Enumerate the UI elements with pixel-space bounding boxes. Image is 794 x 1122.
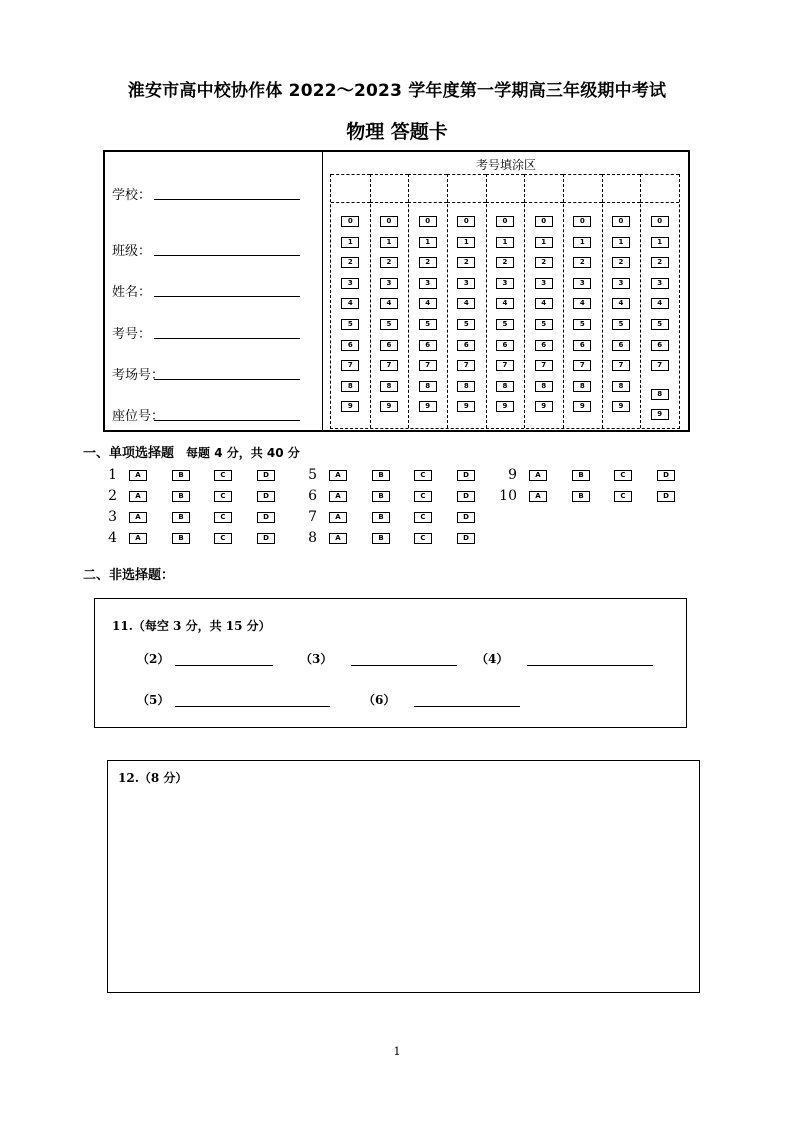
- exam-number-area-title: 考号填涂区: [475, 158, 536, 172]
- field-class-line[interactable]: [154, 255, 300, 256]
- exam-digit-bubble[interactable]: 1: [496, 237, 514, 248]
- exam-digit-bubble[interactable]: 3: [419, 278, 437, 289]
- exam-digit-bubble[interactable]: 9: [573, 401, 591, 412]
- exam-number-write-cell[interactable]: [331, 174, 370, 203]
- exam-digit-bubble[interactable]: 4: [457, 298, 475, 309]
- exam-number-grid: [330, 174, 680, 429]
- exam-number-write-cell[interactable]: [563, 174, 602, 203]
- exam-number-write-cell[interactable]: [447, 174, 486, 203]
- exam-digit-bubble[interactable]: 6: [380, 340, 398, 351]
- exam-digit-bubble[interactable]: 5: [535, 319, 553, 330]
- blank-3-line[interactable]: [351, 665, 457, 666]
- exam-digit-bubble[interactable]: 8: [651, 389, 669, 400]
- mc-option-bubble[interactable]: A: [529, 491, 547, 502]
- mc-option-bubble[interactable]: D: [457, 533, 475, 544]
- student-info-box: [103, 150, 690, 432]
- exam-digit-bubble[interactable]: 7: [380, 360, 398, 371]
- mc-option-bubble[interactable]: D: [257, 470, 275, 481]
- mc-option-bubble[interactable]: C: [214, 470, 232, 481]
- mc-option-bubble[interactable]: C: [414, 533, 432, 544]
- mc-option-bubble[interactable]: A: [129, 470, 147, 481]
- exam-column-separator: [524, 174, 525, 428]
- mc-question-number: 7: [308, 509, 317, 525]
- exam-digit-bubble[interactable]: 8: [457, 381, 475, 392]
- exam-digit-bubble[interactable]: 6: [419, 340, 437, 351]
- mc-question-number: 2: [108, 488, 117, 504]
- exam-column-separator: [447, 174, 448, 428]
- blank-2-line[interactable]: [175, 665, 273, 666]
- exam-digit-bubble[interactable]: 9: [651, 409, 669, 420]
- mc-option-bubble[interactable]: D: [457, 470, 475, 481]
- answer-sheet-subtitle: 物理 答题卡: [346, 121, 448, 143]
- section1-heading: [83, 442, 300, 461]
- mc-option-bubble[interactable]: B: [172, 512, 190, 523]
- exam-digit-bubble[interactable]: 1: [535, 237, 553, 248]
- mc-option-bubble[interactable]: B: [372, 470, 390, 481]
- question-12-title: 12.（8 分）: [118, 771, 188, 785]
- exam-digit-bubble[interactable]: 0: [457, 216, 475, 227]
- exam-number-column: [640, 174, 679, 428]
- exam-digit-bubble[interactable]: 6: [612, 340, 630, 351]
- question-11-box: [94, 598, 687, 728]
- mc-option-bubble[interactable]: A: [329, 470, 347, 481]
- section2-title: 二、非选择题：: [83, 568, 175, 583]
- exam-digit-bubble[interactable]: 9: [535, 401, 553, 412]
- exam-digit-bubble[interactable]: 9: [457, 401, 475, 412]
- exam-digit-bubble[interactable]: 4: [535, 298, 553, 309]
- blank-6-line[interactable]: [414, 706, 520, 707]
- mc-option-bubble[interactable]: B: [572, 470, 590, 481]
- mc-option-bubble[interactable]: D: [457, 512, 475, 523]
- exam-digit-bubble[interactable]: 2: [573, 257, 591, 268]
- exam-number-write-cell[interactable]: [408, 174, 447, 203]
- exam-digit-bubble[interactable]: 8: [573, 381, 591, 392]
- exam-digit-bubble[interactable]: 2: [341, 257, 359, 268]
- exam-digit-bubble[interactable]: 0: [419, 216, 437, 227]
- exam-digit-bubble[interactable]: 5: [651, 319, 669, 330]
- mc-option-bubble[interactable]: B: [372, 533, 390, 544]
- exam-digit-bubble[interactable]: 0: [612, 216, 630, 227]
- field-exam-room-line[interactable]: [154, 379, 300, 380]
- exam-digit-bubble[interactable]: 3: [341, 278, 359, 289]
- field-school[interactable]: [112, 184, 312, 204]
- exam-column-separator: [602, 174, 603, 428]
- exam-number-column: [370, 174, 409, 428]
- question-11-title: 11.（每空 3 分，共 15 分）: [112, 619, 271, 633]
- exam-digit-bubble[interactable]: 4: [341, 298, 359, 309]
- exam-digit-bubble[interactable]: 6: [457, 340, 475, 351]
- field-seat-line[interactable]: [154, 420, 300, 421]
- mc-option-bubble[interactable]: A: [129, 533, 147, 544]
- blank-3-label: （3）: [300, 652, 333, 666]
- exam-digit-bubble[interactable]: 2: [612, 257, 630, 268]
- section1-title: 一、单项选择题: [83, 446, 175, 461]
- exam-title: 淮安市高中校协作体 2022～2023 学年度第一学期高三年级期中考试: [127, 81, 667, 101]
- exam-number-column: [447, 174, 486, 428]
- blank-5-line[interactable]: [175, 706, 330, 707]
- mc-option-bubble[interactable]: B: [372, 491, 390, 502]
- blank-6-label: （6）: [363, 693, 396, 707]
- exam-digit-bubble[interactable]: 6: [341, 340, 359, 351]
- exam-digit-bubble[interactable]: 6: [535, 340, 553, 351]
- exam-column-separator: [408, 174, 409, 428]
- exam-number-column: [563, 174, 602, 428]
- exam-digit-bubble[interactable]: 8: [612, 381, 630, 392]
- exam-number-write-cell[interactable]: [640, 174, 679, 203]
- exam-digit-bubble[interactable]: 1: [573, 237, 591, 248]
- exam-digit-bubble[interactable]: 3: [496, 278, 514, 289]
- mc-question-number: 3: [108, 509, 117, 525]
- exam-digit-bubble[interactable]: 3: [651, 278, 669, 289]
- mc-question-number: 4: [108, 530, 117, 546]
- exam-digit-bubble[interactable]: 9: [496, 401, 514, 412]
- exam-digit-bubble[interactable]: 0: [496, 216, 514, 227]
- mc-option-bubble[interactable]: B: [172, 470, 190, 481]
- blank-4-line[interactable]: [527, 665, 653, 666]
- exam-digit-bubble[interactable]: 4: [419, 298, 437, 309]
- mc-option-bubble[interactable]: D: [257, 533, 275, 544]
- field-seat-label: 座位号：: [112, 409, 165, 424]
- blank-4-label: （4）: [476, 652, 509, 666]
- student-info-fields: [105, 152, 322, 430]
- page-number: 1: [393, 1045, 401, 1058]
- exam-digit-bubble[interactable]: 0: [573, 216, 591, 227]
- exam-digit-bubble[interactable]: 5: [612, 319, 630, 330]
- field-exam-room[interactable]: [112, 364, 312, 384]
- field-name-line[interactable]: [154, 296, 300, 297]
- mc-option-bubble[interactable]: A: [529, 470, 547, 481]
- exam-digit-bubble[interactable]: 5: [496, 319, 514, 330]
- exam-digit-bubble[interactable]: 5: [341, 319, 359, 330]
- exam-digit-bubble[interactable]: 9: [341, 401, 359, 412]
- exam-digit-bubble[interactable]: 9: [419, 401, 437, 412]
- exam-digit-bubble[interactable]: 3: [573, 278, 591, 289]
- field-exam-number-line[interactable]: [154, 338, 300, 339]
- exam-column-separator: [370, 174, 371, 428]
- exam-digit-bubble[interactable]: 9: [612, 401, 630, 412]
- mc-question-number: 10: [499, 488, 517, 504]
- exam-digit-bubble[interactable]: 2: [651, 257, 669, 268]
- field-exam-room-label: 考场号：: [112, 368, 165, 383]
- exam-digit-bubble[interactable]: 6: [496, 340, 514, 351]
- exam-digit-bubble[interactable]: 1: [341, 237, 359, 248]
- exam-number-column: [486, 174, 525, 428]
- mc-option-bubble[interactable]: C: [414, 491, 432, 502]
- exam-digit-bubble[interactable]: 8: [341, 381, 359, 392]
- field-school-label: 学校：: [112, 188, 152, 203]
- exam-digit-bubble[interactable]: 5: [457, 319, 475, 330]
- field-seat[interactable]: [112, 405, 312, 425]
- question-12-box[interactable]: [107, 760, 700, 993]
- exam-digit-bubble[interactable]: 3: [380, 278, 398, 289]
- exam-digit-bubble[interactable]: 4: [496, 298, 514, 309]
- field-exam-number[interactable]: [112, 323, 312, 343]
- mc-option-bubble[interactable]: C: [414, 512, 432, 523]
- mc-question-number: 6: [308, 488, 317, 504]
- exam-digit-bubble[interactable]: 7: [341, 360, 359, 371]
- exam-digit-bubble[interactable]: 7: [535, 360, 553, 371]
- mc-option-bubble[interactable]: D: [257, 491, 275, 502]
- exam-digit-bubble[interactable]: 1: [612, 237, 630, 248]
- field-class-label: 班级：: [112, 244, 152, 259]
- exam-digit-bubble[interactable]: 7: [419, 360, 437, 371]
- exam-number-column: [408, 174, 447, 428]
- exam-digit-bubble[interactable]: 6: [651, 340, 669, 351]
- exam-digit-bubble[interactable]: 1: [380, 237, 398, 248]
- mc-question-number: 8: [308, 530, 317, 546]
- exam-digit-bubble[interactable]: 5: [380, 319, 398, 330]
- section2-heading: [83, 564, 174, 583]
- field-school-line[interactable]: [154, 199, 300, 200]
- exam-digit-bubble[interactable]: 3: [535, 278, 553, 289]
- exam-digit-bubble[interactable]: 9: [380, 401, 398, 412]
- mc-option-bubble[interactable]: C: [614, 491, 632, 502]
- exam-digit-bubble[interactable]: 7: [573, 360, 591, 371]
- exam-digit-bubble[interactable]: 2: [496, 257, 514, 268]
- exam-digit-bubble[interactable]: 8: [535, 381, 553, 392]
- mc-option-bubble[interactable]: B: [372, 512, 390, 523]
- exam-number-column: [602, 174, 641, 428]
- mc-option-bubble[interactable]: D: [457, 491, 475, 502]
- exam-column-separator: [563, 174, 564, 428]
- exam-number-area: [324, 152, 688, 430]
- mc-option-bubble[interactable]: C: [614, 470, 632, 481]
- exam-digit-bubble[interactable]: 0: [341, 216, 359, 227]
- exam-digit-bubble[interactable]: 1: [651, 237, 669, 248]
- exam-digit-bubble[interactable]: 7: [457, 360, 475, 371]
- exam-number-write-cell[interactable]: [370, 174, 409, 203]
- mc-option-bubble[interactable]: A: [129, 491, 147, 502]
- mc-option-bubble[interactable]: B: [572, 491, 590, 502]
- exam-number-write-cell[interactable]: [602, 174, 641, 203]
- exam-digit-bubble[interactable]: 4: [612, 298, 630, 309]
- exam-digit-bubble[interactable]: 7: [496, 360, 514, 371]
- mc-question-number: 1: [108, 467, 117, 483]
- exam-digit-bubble[interactable]: 2: [419, 257, 437, 268]
- exam-digit-bubble[interactable]: 1: [457, 237, 475, 248]
- exam-digit-bubble[interactable]: 7: [612, 360, 630, 371]
- exam-digit-bubble[interactable]: 5: [419, 319, 437, 330]
- field-class[interactable]: [112, 240, 312, 260]
- mc-option-bubble[interactable]: A: [329, 533, 347, 544]
- exam-digit-bubble[interactable]: 4: [380, 298, 398, 309]
- exam-digit-bubble[interactable]: 1: [419, 237, 437, 248]
- mc-option-bubble[interactable]: C: [214, 512, 232, 523]
- exam-digit-bubble[interactable]: 8: [419, 381, 437, 392]
- exam-column-separator: [486, 174, 487, 428]
- exam-digit-bubble[interactable]: 3: [612, 278, 630, 289]
- section1-score: 每题 4 分，共 40 分: [186, 446, 300, 460]
- info-divider: [322, 152, 323, 430]
- exam-digit-bubble[interactable]: 5: [573, 319, 591, 330]
- exam-digit-bubble[interactable]: 0: [535, 216, 553, 227]
- mc-option-bubble[interactable]: C: [214, 533, 232, 544]
- exam-number-write-cell[interactable]: [524, 174, 563, 203]
- exam-column-separator: [640, 174, 641, 428]
- exam-digit-bubble[interactable]: 4: [651, 298, 669, 309]
- blank-5-label: （5）: [137, 693, 170, 707]
- exam-digit-bubble[interactable]: 8: [496, 381, 514, 392]
- mc-option-bubble[interactable]: B: [172, 491, 190, 502]
- exam-digit-bubble[interactable]: 3: [457, 278, 475, 289]
- mc-option-bubble[interactable]: C: [414, 470, 432, 481]
- exam-digit-bubble[interactable]: 6: [573, 340, 591, 351]
- exam-digit-bubble[interactable]: 2: [535, 257, 553, 268]
- mc-option-bubble[interactable]: D: [657, 470, 675, 481]
- exam-digit-bubble[interactable]: 4: [573, 298, 591, 309]
- exam-digit-bubble[interactable]: 2: [380, 257, 398, 268]
- exam-digit-bubble[interactable]: 8: [380, 381, 398, 392]
- mc-question-number: 9: [508, 467, 517, 483]
- exam-digit-bubble[interactable]: 0: [651, 216, 669, 227]
- exam-digit-bubble[interactable]: 7: [651, 360, 669, 371]
- mc-option-bubble[interactable]: A: [329, 512, 347, 523]
- exam-digit-bubble[interactable]: 0: [380, 216, 398, 227]
- field-name-label: 姓名：: [112, 285, 152, 300]
- mc-option-bubble[interactable]: D: [257, 512, 275, 523]
- mc-option-bubble[interactable]: C: [214, 491, 232, 502]
- mc-option-bubble[interactable]: B: [172, 533, 190, 544]
- mc-option-bubble[interactable]: A: [129, 512, 147, 523]
- exam-number-column: [331, 174, 370, 428]
- mc-option-bubble[interactable]: D: [657, 491, 675, 502]
- mc-question-number: 5: [308, 467, 317, 483]
- mc-option-bubble[interactable]: A: [329, 491, 347, 502]
- exam-number-write-cell[interactable]: [486, 174, 525, 203]
- blank-2-label: （2）: [137, 652, 170, 666]
- field-name[interactable]: [112, 281, 312, 301]
- exam-digit-bubble[interactable]: 2: [457, 257, 475, 268]
- field-exam-number-label: 考号：: [112, 327, 152, 342]
- exam-number-column: [524, 174, 563, 428]
